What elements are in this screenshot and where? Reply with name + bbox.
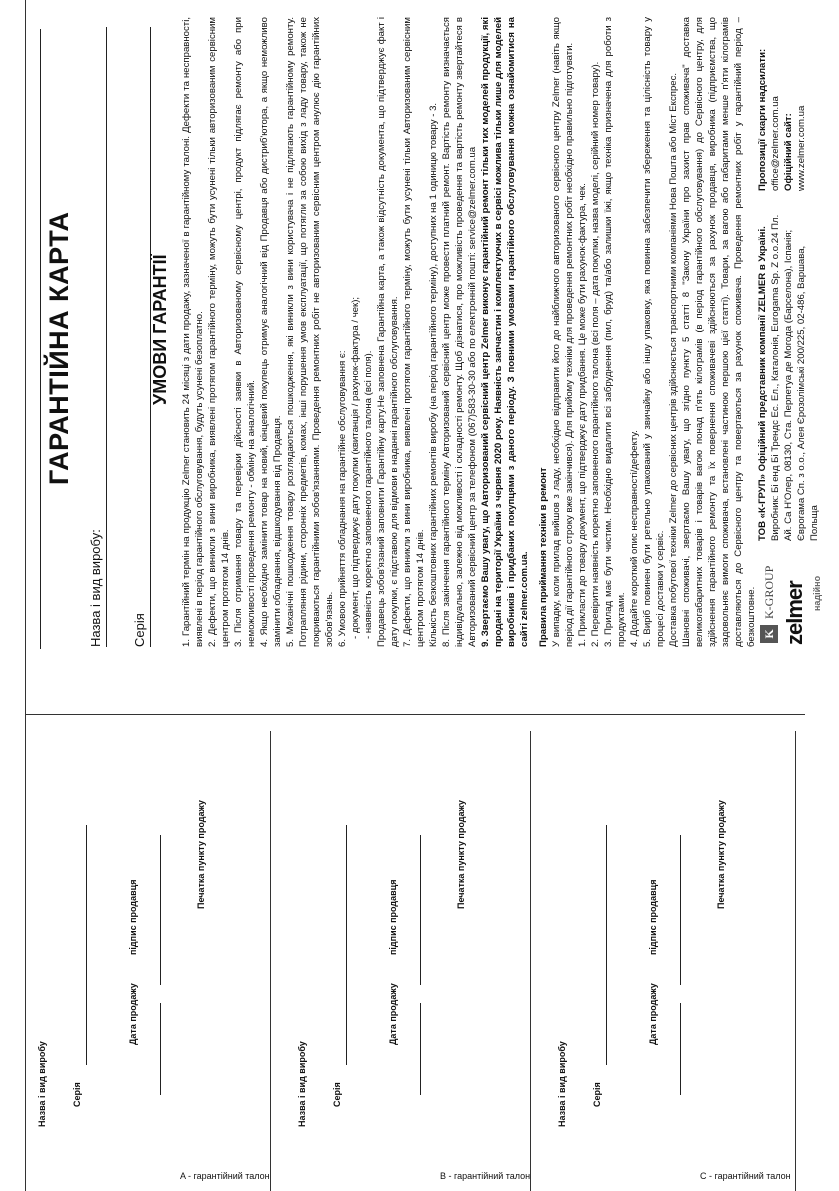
zelmer-logo-sub: надійно [812, 575, 822, 611]
coupon-date-line [420, 1003, 421, 1095]
condition-seller: Продавець зобов'язаний заповнити Гарантійну карту.Не заповнена Гарантійна карта, а також відсутність документа, що підтверджує факт і дату покупки, є підставою для відмови в наданні гарантійного обслуговування. [376, 17, 400, 647]
condition-6b: - наявність коректно заповненого гарантійного талона (всі поля). [363, 350, 374, 639]
coupon-series-label: Серія [592, 1082, 602, 1107]
site-label: Офіційний сайт: [783, 113, 794, 191]
coupon-date-label: Дата продажу [388, 983, 398, 1045]
coupon-date-line [160, 1003, 161, 1095]
coupon-signature-line [160, 835, 161, 985]
representative-text: Виробник: Бі енд Бі Трендс Ес. Ел., Каталонія, Eurogama Sp. Z o.o.24 Пл. Ай. Са Н'Олер, 08130, Ста. Перпетуа де Могода (Барселона), Іспанія; Єврогама Сп. з о.о., Алея Єрозолімські 200/225, 02-486, Варшава, Польща [770, 214, 820, 541]
condition-2: 2. Дефекти, що виникли з вини виробника, виявлені протягом гарантійного терміну, можуть бути усунені тільки авторизованим сервісним центром протягом 14 днів. [207, 17, 231, 647]
coupon-series-line [86, 825, 87, 1065]
coupon-signature-label: підпис продавця [648, 879, 658, 955]
coupon-c [540, 755, 800, 1135]
rule-4: 4. Додайте короткий опис несправності/дефекту. [629, 430, 640, 647]
kgroup-logo-icon: K [760, 625, 778, 643]
kgroup-logo-text: K-GROUP [762, 565, 776, 619]
condition-6a: - документ, що підтверджує дату покупки (квитанція / рахунок-фактура / чек); [350, 296, 361, 639]
condition-7: 7. Дефекти, що виникли з вини виробника, виявлені протягом гарантійного терміну, можуть бути усунені тільки Авторизованим сервісним центром протягом 14 днів. [402, 17, 426, 647]
site-url[interactable]: www.zelmer.com.ua [796, 105, 807, 191]
card-series-label: Серія [132, 613, 147, 647]
delivery-text: Доставка побутової техніки Zelmer до сервісних центрів здійснюється транспортними компаніями Нова Пошта або Міст Експрес. [668, 72, 679, 647]
coupon-name-label: Назва і вид виробу [37, 1041, 47, 1127]
contacts-block [756, 21, 808, 191]
coupon-c-cut-label: C - гарантійний талон [700, 1171, 791, 1181]
coupon-stamp-label: Печатка пункту продажу [456, 800, 466, 909]
condition-1: 1. Гарантійний термін на продукцію Zelmer становить 24 місяці з дати продажу, зазначеної в гарантійному талоні. Дефекти та несправності, виявлені в період гарантійного обслуговування, будуть усунені безоплатно. [181, 17, 205, 647]
coupon-signature-line [420, 835, 421, 985]
rule-5: 5. Виріб повинен бути ретельно упакований у звичайну або іншу упаковку, яка повинна забезпечити збереження та цілісність товару у процесі доставки у сервіс. [642, 17, 666, 647]
coupon-date-label: Дата продажу [648, 983, 658, 1045]
coupon-series-label: Серія [72, 1082, 82, 1107]
coupon-name-label: Назва і вид виробу [297, 1041, 307, 1127]
condition-5: 5. Механічні пошкодження товару розглядаються пошкодження, які виникли з вини користувача і не підлягають гарантійному ремонту. Потрапляння рідини, сторонніх предметів, комах, інші порушення умов експлуатації, що потягли за собою вихід з ладу товару, також не покриваються гарантійними зобов'язаннями. Проведення ремонтних робіт не авторизованим сервісним центром анулює дію гарантійних зобов'язань. [285, 17, 335, 647]
coupon-signature-label: підпис продавця [388, 879, 398, 955]
condition-8: 8. Після закінчення гарантійного терміну Авторизований сервісний центр може провести платний ремонт. Вартість ремонту визначається індивідуально, залежно від можливості і складності ремонту. Щоб дізнатися, про можливість проведення та вартість ремонту звертайтеся в Авторизований сервісний центр за телефоном (067)583-30-30 або по електронній пошті: service@zelmer.com.ua [441, 17, 478, 647]
coupon-signature-line [680, 835, 681, 985]
delivery-text-2: Шановні споживачі, звертаємо Вашу увагу, що згідно пункту 5 статті 8 "Закону України про захист прав споживача" доставка великогабаритних товарів і товарів вагою понад п'ять кілограмів (в період гарантійного обслуговування) до Сервісного центру, для здійснення гарантійного ремонту та їх повернення споживачеві здійснюються за рахунок продавця, виробника (підприємства, що задовольняє вимоги споживача, встановлені частиною першою цієї статті). Товари, за вагою або габаритами менше п'яти кілограмів доставляються до Сервісного центру та повертаються за рахунок споживача. Проведення ремонтних робіт у гарантійний період – безкоштовне. [681, 17, 757, 647]
cut-line-ab [270, 731, 271, 1191]
coupons-area [0, 755, 839, 1135]
coupon-signature-label: підпис продавця [128, 879, 138, 955]
rules-title: Правила приймання техніки в ремонт [538, 467, 549, 647]
contacts-title: Пропозиції скарги надсилати: [757, 48, 768, 191]
coupon-series-label: Серія [332, 1082, 342, 1107]
coupon-b-cut-label: B - гарантійний талон [440, 1171, 531, 1181]
condition-6: 6. Умовою прийняття обладнання на гарантійне обслуговування є: [337, 350, 348, 647]
zelmer-logo: zelmer [782, 581, 807, 645]
coupon-series-line [606, 825, 607, 1065]
representative-title: ТОВ «К-ГРУП» Офіційний представник компанії ZELMER в Україні. [757, 226, 768, 541]
rules-intro: У випадку, коли прилад вийшов з ладу, необхідно відправити його до найближчого авторизованого сервісного центру Zelmer (навіть якщо період дії гарантійного строку вже закінчився). Для прийому техніки для проведення ремонтних робіт необхідно правильно підготувати. [551, 17, 575, 647]
contacts-email[interactable]: office@zelmer.com.ua [770, 96, 781, 191]
cut-line-bc [530, 731, 531, 1191]
conditions-title: УМОВИ ГАРАНТІЇ [150, 254, 170, 405]
card-top-line [40, 29, 41, 649]
coupon-name-label: Назва і вид виробу [557, 1041, 567, 1127]
representative-block [756, 211, 821, 541]
coupon-date-label: Дата продажу [128, 983, 138, 1045]
condition-count: Кількість безкоштовних гарантійних ремонтів виробу (на період гарантійного терміну), доступних на 1 одиницю товару - 3. [428, 102, 439, 647]
coupon-stamp-label: Печатка пункту продажу [196, 800, 206, 909]
condition-4: 4. Якщо необхідно замінити товар на новий, кінцевий покупець отримує аналогічний від Продавця або дистриб'ютора, а якщо неможливо замінити обладнання, відшкодування від Продавця. [259, 17, 283, 647]
coupon-b [280, 755, 540, 1135]
coupon-a [20, 755, 280, 1135]
condition-9: 9. Звертаємо Вашу увагу, що Авторизований сервісний центр Zelmer виконує гарантійний ремонт тільки тих моделей продукції, які продані на території України з червня 2020 року. Наявність запчастин і комплектуючих в сервісі можлива тільки лише для моделей виробників і придбаних покупцями з даного періоду. З повними умовами гарантійного обслуговування можна ознайомитися на сайті zelmer.com.ua. [480, 17, 530, 647]
cut-line-bottom [795, 731, 796, 1191]
card-title: ГАРАНТІЙНА КАРТА [44, 211, 74, 485]
card-divider [25, 714, 805, 715]
conditions-text [180, 17, 758, 647]
coupon-stamp-label: Печатка пункту продажу [716, 800, 726, 909]
coupon-a-cut-label: A - гарантійний талон [180, 1171, 270, 1181]
coupon-series-line [346, 825, 347, 1065]
rule-3: 3. Прилад має бути чистим. Необхідно видалити всі забруднення (пил, бруд) та/або залишки їжі, якщо техніка призначена для роботи з продуктами. [603, 17, 627, 647]
card-product-line [106, 27, 107, 647]
rule-1: 1. Прикласти до товару документ, що підтверджує дату придбання. Це може бути рахунок-фактура, чек. [577, 183, 588, 647]
condition-3: 3. Після отримання товару та перевірки дійсності заявки в Авторизованому сервісному центрі, продукт підлягає ремонту або при неможливості проведення ремонту - обміну на аналогічний. [233, 17, 257, 647]
coupon-date-line [680, 1003, 681, 1095]
card-product-label: Назва і вид виробу: [88, 529, 103, 647]
rule-2: 2. Перевірити наявність коректно заповненого гарантійного талона (всі поля – дата покупки, назва моделі, серійний номер товару). [590, 61, 601, 647]
